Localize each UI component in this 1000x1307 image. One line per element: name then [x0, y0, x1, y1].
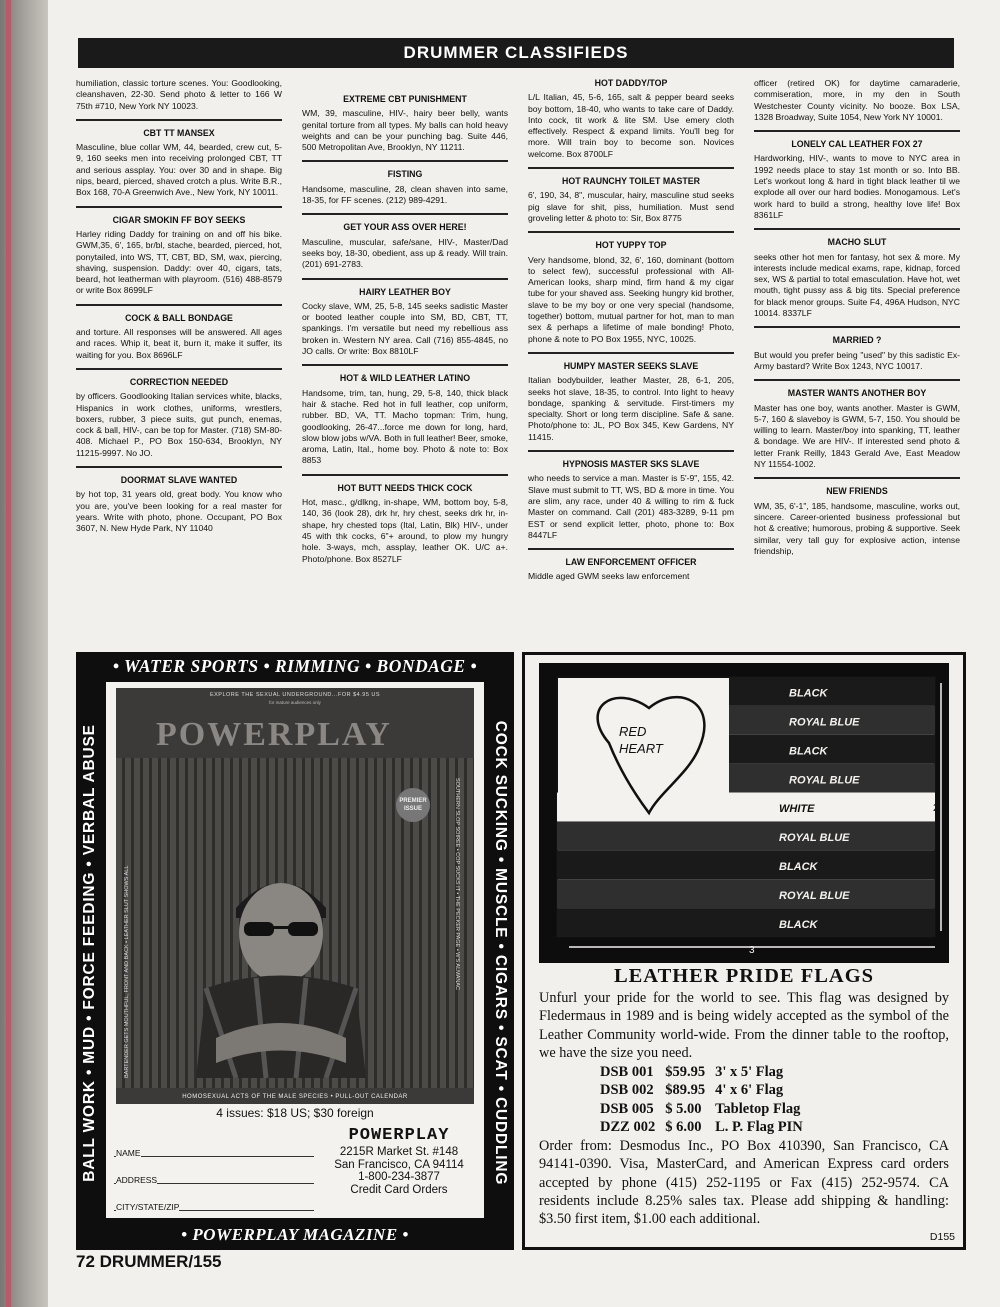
ad-body: Cocky slave, WM, 25, 5-8, 145 seeks sadistic Master or booted leather couple into SM, BD, CBT, TT, spankings. I'm versatile but need my rebellious ass broken in. Western NY area. Call (716) 855-4845, no JO calls. Or write: Box 8810LF [302, 300, 508, 357]
stripe-color-label: WHITE [779, 803, 815, 816]
magazine-issue: DRUMMER/155 [99, 1252, 222, 1271]
classifieds-columns [76, 78, 962, 650]
page-footer [76, 1252, 222, 1272]
ad-heading: GET YOUR ASS OVER HERE! [343, 222, 467, 233]
ad-heading: LONELY CAL LEATHER FOX 27 [791, 139, 923, 150]
classified-ad [302, 78, 508, 160]
powerplay-company: POWERPLAY [348, 1126, 450, 1145]
product-desc: 4' x 6' Flag [715, 1082, 784, 1099]
ad-heading: HUMPY MASTER SEEKS SLAVE [563, 360, 699, 371]
classified-ad [76, 78, 282, 119]
ad-body: Masculine, muscular, safe/sane, HIV-, Master/Dad seeks boy, 18-30, obedient, ass up & ready. Will train. (201) 691-2783. [302, 236, 508, 270]
powerplay-right-text: COCK SUCKING • MUSCLE • CIGARS • SCAT • CUDDLING [492, 720, 509, 1186]
flag-stripe [557, 821, 935, 850]
address-label: ADDRESS [116, 1175, 158, 1185]
ad-body: and torture. All responses will be answered. All ages and races. Whip it, beat it, burn it, make it suffer, its waiting for you. Box 8696LF [76, 327, 282, 360]
ad-heading: HAIRY LEATHER BOY [359, 286, 451, 297]
ad-heading: HOT RAUNCHY TOILET MASTER [562, 176, 700, 187]
product-desc: Tabletop Flag [715, 1100, 801, 1117]
ad-heading: HOT DADDY/TOP [594, 78, 668, 88]
classified-ad [302, 213, 508, 277]
ad-body: Handsome, trim, tan, hung, 29, 5-8, 140, thick black hair & stache. Red hot in full leather, cop uniform, rubber. BD, VA, TT. Macho topman: Trim, hung, goodlooking, 26-47...force me down for long, hard, slow blow jobs w/VA. Both in full leather! Beer, smoke, aroma, Latin, Ital., home boy. Photo & note to: Box 8853 [302, 387, 508, 466]
ad-body: officer (retired OK) for daytime camaraderie, commiseration, more, in my den in South Westchester County vicinity. No booze. Box LSA, 1328 Broadway, Suite 1054, New York NY 10001. [754, 78, 960, 122]
credit-card-orders: Credit Card Orders [350, 1183, 448, 1196]
ad-body: 6', 190, 34, 8", muscular, hairy, masculine stud seeks pig slave for shit, piss, humiliation. Must send groveling letter & photo to: Sir, Box 8775 [528, 190, 734, 223]
city-label: CITY/STATE/ZIP [116, 1202, 180, 1212]
product-code: DSB 005 [600, 1100, 654, 1117]
powerplay-ad [76, 652, 514, 1250]
classified-ad [754, 477, 960, 564]
address-line-1: 2215R Market St. #148 [339, 1146, 459, 1158]
classified-ad [76, 119, 282, 206]
premier-issue-badge: PREMIER ISSUE [396, 788, 430, 822]
ad-heading: EXTREME CBT PUNISHMENT [343, 94, 467, 104]
ad-body: WM, 39, masculine, HIV-, hairy beer belly, wants genital torture from all types. My balls can hold heavy weights and can be your punching bag. Suite 446, 500 Metropolitan Ave, Brooklyn, NY 11211. [302, 108, 508, 153]
dimension-height: 2 [933, 803, 939, 814]
classified-ad [76, 466, 282, 541]
ad-heading: FISTING [387, 169, 423, 180]
magazine-spine [0, 0, 48, 1307]
powerplay-left-text: BALL WORK • MUD • FORCE FEEDING • VERBAL ABUSE [81, 724, 98, 1182]
flag-stripe [729, 735, 935, 764]
product-row [595, 1100, 808, 1118]
flag-ad-description: Unfurl your pride for the world to see. This flag was designed by Fledermaus in 1989 and is being widely accepted as the symbol of the Leather Community world-wide. From the dinner table to the rooftop, we have the size you need. [539, 990, 949, 1061]
ad-body: Master has one boy, wants another. Master is GWM, 5-7, 160 & slaveboy is GWM, 5-7, 150. You should be willing to learn. Master/boy into spanking, TT, leather & bondage. We are HIV-. If interested send photo & letter Frank Reilly, 1843 Gerald Ave, East Meadow NY 11554-1002. [754, 402, 960, 470]
classified-ad [754, 78, 960, 130]
classified-ad [302, 364, 508, 473]
flag-stripe [557, 793, 935, 822]
column-2 [302, 78, 508, 650]
ad-heading: MACHO SLUT [827, 237, 887, 248]
product-row [595, 1063, 808, 1081]
flag-stripe [729, 677, 935, 706]
ad-heading: LAW ENFORCEMENT OFFICER [565, 557, 697, 568]
ad-heading: HYPNOSIS MASTER SKS SLAVE [562, 459, 700, 470]
city-state-zip-field[interactable] [114, 1184, 314, 1211]
product-desc: 3' x 5' Flag [715, 1064, 784, 1080]
ad-body: by hot top, 31 years old, great body. You know who you are, you've been looking for a real master for years. Write with photo, phone. Occupant, PO Box 3607, N. New Hyde Park, NY 11040 [76, 489, 282, 534]
order-instructions: Order from: Desmodus Inc., PO Box 410390, San Francisco, CA 94141-0390. Visa, MasterCard, and American Express card orders accepted by phone (415) 252-1195 or Fax (415) 252-9574. CA residents include 8.25% sales tax. Please add shipping & handling: $3.50 first item, $1.00 each additional. [539, 1138, 949, 1228]
page-number: 72 [76, 1252, 95, 1271]
name-field[interactable] [114, 1130, 314, 1157]
ad-body: Italian bodybuilder, leather Master, 28, 6-1, 205, seeks hot slave, 18-35, to control. Into light to heavy bondage, spanking & servitude. First-timers my specialty. Short or long term discipline. Safe & sane. Photo/phone to: JL, PO Box 345, Kew Gardens, NY 11415. [528, 375, 734, 442]
cover-logo: POWERPLAY [156, 716, 392, 753]
cover-side-left [124, 778, 134, 1078]
classified-ad [528, 352, 734, 450]
heart-label-2: HEART [619, 741, 663, 756]
spine-stripe [6, 0, 11, 1307]
classified-ad [528, 78, 734, 167]
section-banner: DRUMMER CLASSIFIEDS [78, 38, 954, 68]
product-row [595, 1118, 808, 1136]
classified-ad [754, 130, 960, 228]
product-code: DZZ 002 [600, 1118, 656, 1135]
product-code: DSB 001 [600, 1064, 654, 1080]
ad-body: humiliation, classic torture scenes. You: Goodlooking, cleanshaven, 22-30. Send photo & letter to 166 W 75th #710, New York NY 10023. [76, 78, 282, 111]
classified-ad [76, 206, 282, 304]
product-desc: L. P. Flag PIN [715, 1118, 803, 1135]
ad-heading: MARRIED ? [832, 335, 882, 346]
classified-ad [528, 450, 734, 548]
flag-stripe [557, 879, 935, 908]
stripe-color-label: BLACK [789, 687, 828, 700]
ad-body: WM, 35, 6'-1", 185, handsome, masculine, works out, sincere. Career-oriented business professional but hot & creative; humorous, probing & supportive. Seek similar, very tall guy for explosive action, intense friendship, [754, 500, 960, 556]
ad-body: Masculine, blue collar WM, 44, bearded, crew cut, 5-9, 160 seeks men into receiving prolonged CBT, TT and serious assplay. You: over 30 and in shape. Big nips, beard, pierced, shaved crotch a plus. Write B.R., Box 168, 70-A Greenwich Ave., New York, NY 10011. [76, 142, 282, 198]
ad-heading: COCK & BALL BONDAGE [125, 312, 233, 323]
ad-heading: DOORMAT SLAVE WANTED [120, 475, 238, 486]
ad-body: Handsome, masculine, 28, clean shaven into same, 18-35, for FF scenes. (212) 989-4291. [302, 183, 508, 206]
classified-ad [528, 231, 734, 352]
classified-ad [754, 228, 960, 326]
classified-ad [76, 304, 282, 368]
ad-heading: CIGAR SMOKIN FF BOY SEEKS [112, 214, 246, 225]
classified-ad [754, 326, 960, 379]
address-field[interactable] [114, 1157, 314, 1184]
column-1 [76, 78, 282, 650]
cover-tagline-sub: for mature audiences only [269, 700, 321, 705]
ad-body: Hot, masc., g/dlkng, in-shape, WM, bottom boy, 5-8, 140, 36 (look 28), drk hr, hry chest, seeks drk hr, in-shape, hry chested tops (Ital, Latin, Blk) HIV-, under 45 with thk cocks, 6"+ around, to plow my hungry hole. 3-ways, mch, assplay, leather OK. U/C a+. Photo/phone. Box 8527LF [302, 497, 508, 564]
classified-ad [528, 167, 734, 231]
column-3 [528, 78, 734, 650]
cover-side-right [454, 778, 470, 1078]
ad-body: by officers. Goodlooking Italian services white, blacks, Hispanics in work clothes, uniforms, wrestlers, boxers, rubber, 3 piece suits, gut punch, enemas, cock & ball, HIV-, can be top for Master. (718) SM-80-408. Michael P., PO Box 150-634, Brooklyn, NY 11215-9997. No JO. [76, 391, 282, 458]
classified-ad [302, 160, 508, 213]
ad-body: Very handsome, blond, 32, 6', 160, dominant (bottom to select few), successful professional with All-American looks, sharp mind, firm hand & my cigar tube for your shaved ass. Seeking hungry kid brother, slave to be my boy or one very special (handsome, together) bottom, mutual partner for hot, man to man sex & perhaps a lifetime of male bonding! Photo, phone & note to PO Box 1955, NYC, 10025. [528, 254, 734, 344]
cover-side-right-text: SOUTHERN SLOP SOIREE • COP SUCKS IT • THE PECKER PAGE • W'S ALMANAC [454, 778, 460, 991]
stripe-color-label: ROYAL BLUE [789, 716, 860, 729]
page [48, 0, 1000, 1307]
powerplay-address [316, 1126, 482, 1196]
magazine-cover [116, 688, 474, 1104]
ad-body: Harley riding Daddy for training on and off his bike. GWM,35, 6', 165, br/bl, stache, bearded, pierced, hot, ponytailed, into WS, TT, CBT, BD, SM, wax, piercing, shaving, suspension. Daddy: over 40, cigars, tats, beard, hot leatherman with playroom. (516) 488-8579 or write Box 8699LF [76, 228, 282, 296]
ad-body: seeks other hot men for fantasy, hot sex & more. My interests include medical exams, rape, kidnap, forced sex, WS & partial to total emasculation. Have hot, wet mouth, tight pussy ass & big tits. Special preference for black menor groups. Suite F4, 496A Hudson, NYC 10014. 8337LF [754, 251, 960, 319]
ad-heading: NEW FRIENDS [826, 486, 888, 497]
stripe-color-label: BLACK [779, 860, 818, 873]
ad-code: D155 [929, 1231, 955, 1243]
stripe-color-label: ROYAL BLUE [779, 832, 850, 845]
ad-heading: CORRECTION NEEDED [129, 376, 229, 387]
flag-ad-title: LEATHER PRIDE FLAGS [613, 965, 875, 987]
ad-heading: MASTER WANTS ANOTHER BOY [787, 388, 927, 399]
flag-stripe [557, 850, 935, 879]
ad-body: Middle aged GWM seeks law enforcement [528, 571, 690, 582]
cover-footer: HOMOSEXUAL ACTS OF THE MALE SPECIES • PULL-OUT CALENDAR [182, 1094, 408, 1100]
ad-body: But would you prefer being "used" by this sadistic Ex-Army bastard? Write Box 1243, NYC 10017. [754, 349, 960, 371]
column-4 [754, 78, 960, 650]
product-price: $ 6.00 [665, 1118, 702, 1135]
ad-heading: CBT TT MANSEX [143, 127, 215, 138]
phone-number: 1-800-234-3877 [358, 1171, 440, 1184]
ad-heading: HOT YUPPY TOP [595, 240, 667, 251]
flag-stripe [557, 908, 935, 937]
product-code: DSB 002 [600, 1082, 654, 1099]
name-label: NAME [116, 1148, 141, 1158]
product-table [595, 1063, 808, 1136]
heart-label-1: RED [619, 724, 647, 739]
dimension-width: 3 [749, 945, 755, 956]
classified-ad [302, 278, 508, 365]
cover-tagline: EXPLORE THE SEXUAL UNDERGROUND...FOR $4.95 US [209, 692, 381, 698]
powerplay-inner [106, 682, 484, 1218]
stripe-color-label: ROYAL BLUE [789, 774, 860, 787]
stripe-color-label: ROYAL BLUE [779, 889, 850, 902]
order-form [114, 1130, 314, 1211]
cover-side-left-text: BARTENDER GETS MOUTHFUL, FRONT AND BACK • LEATHER SLUT SHOWS ALL [124, 865, 130, 1078]
classified-ad [528, 548, 734, 590]
address-line-2: San Francisco, CA 94114 [334, 1158, 464, 1171]
cover-man-figure [176, 838, 386, 1078]
classified-ad [302, 474, 508, 572]
ad-heading: HOT & WILD LEATHER LATINO [339, 373, 471, 384]
ad-body: who needs to service a man. Master is 5'-9", 155, 42. Slave must submit to TT, WS, BD & more in time. You are slim, any race, under 40 & willing to rim & fuck Master on command. Call (201) 483-3289, 9-11 pm EST or send explicit letter, photo, phone to: Box 8447LF [528, 473, 734, 540]
powerplay-bottom-text: • POWERPLAY MAGAZINE • [181, 1225, 409, 1244]
product-price: $59.95 [665, 1064, 706, 1080]
classified-ad [754, 379, 960, 477]
powerplay-top-text: • WATER SPORTS • RIMMING • BONDAGE • [112, 656, 478, 676]
ad-body: Hardworking, HIV-, wants to move to NYC area in 1992 needs place to stay 1st month or so. Into BB. Let's workout long & hard in tight black leather til we explode all over our hard bodies. Monogamous. Let's work hard to build a strong, healthy love life! Box 8361LF [754, 153, 960, 220]
product-row [595, 1081, 808, 1099]
leather-pride-flag-ad [522, 652, 966, 1250]
ad-body: L/L Italian, 45, 5-6, 165, salt & pepper beard seeks boy bottom, 18-40, who wants to take care of Daddy. Into cock, tit work & lite SM. Use emery cloth effectively. Respect & expand limits. You'll beg for more. Will train boy to become son. Novices welcome. Box 8700LF [528, 92, 734, 159]
classified-ad [76, 368, 282, 466]
product-price: $ 5.00 [665, 1100, 702, 1117]
ad-heading: HOT BUTT NEEDS THICK COCK [337, 482, 473, 493]
flag-drawing [539, 663, 949, 963]
stripe-color-label: BLACK [779, 918, 818, 931]
product-price: $89.95 [665, 1082, 706, 1099]
subscription-price: 4 issues: $18 US; $30 foreign [216, 1106, 374, 1120]
stripe-color-label: BLACK [789, 745, 828, 758]
